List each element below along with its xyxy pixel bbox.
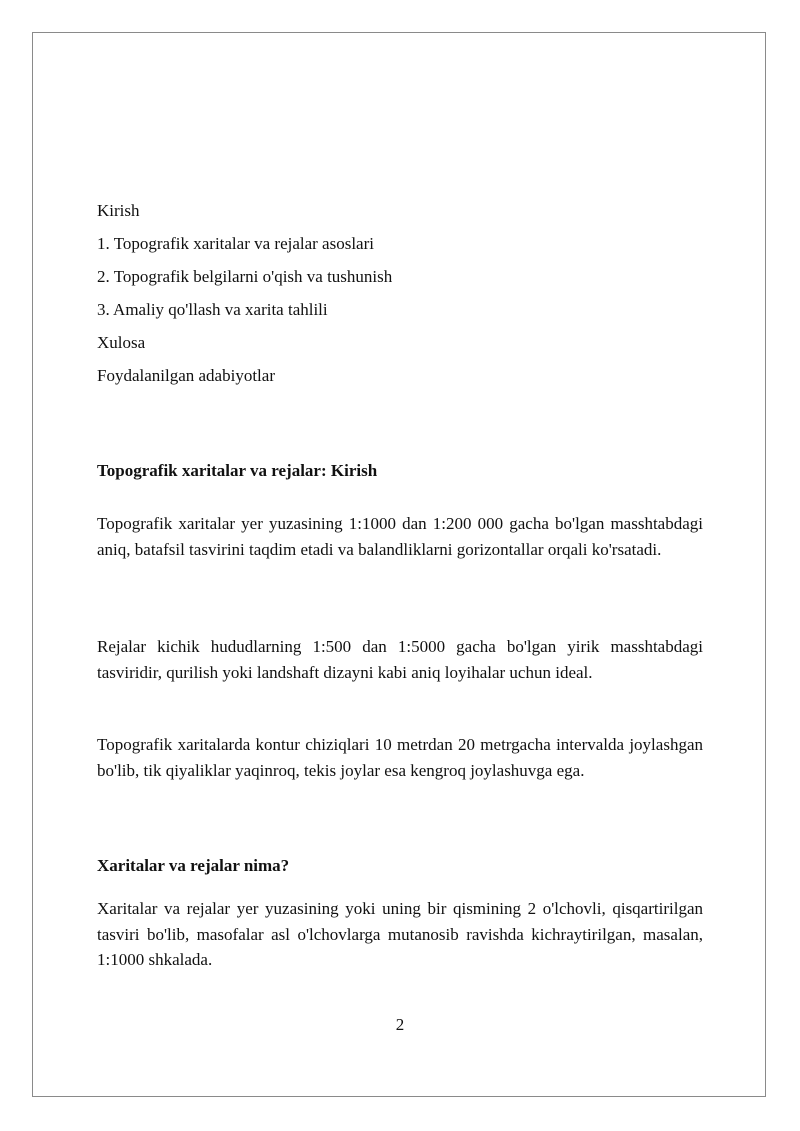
toc-item-intro: Kirish — [97, 201, 140, 220]
paragraph-plans: Rejalar kichik hududlarning 1:500 dan 1:5000 gacha bo'lgan yirik masshtabdagi tasviridir, qurilish yoki landshaft dizayni kabi aniq loyihalar uchun ideal. — [97, 637, 703, 682]
paragraph-topographic-maps: Topografik xaritalar yer yuzasining 1:1000 dan 1:200 000 gacha bo'lgan masshtabdagi aniq, batafsil tasvirini taqdim etadi va balandliklarni gorizontallar orqali ko'rsatadi. — [97, 514, 703, 559]
paragraph-maps-definition: Xaritalar va rejalar yer yuzasining yoki uning bir qismining 2 o'lchovli, qisqartirilgan tasviri bo'lib, masofalar asl o'lchovlarga mutanosib ravishda kichraytirilgan, masalan, 1:1000 shkalada. — [97, 899, 703, 969]
paragraph-wrap-1 — [97, 511, 703, 562]
toc-item-chapter-3: 3. Amaliy qo'llash va xarita tahlili — [97, 300, 328, 319]
paragraph-wrap-3 — [97, 732, 703, 783]
section-heading: Xaritalar va rejalar nima? — [97, 856, 290, 875]
table-of-contents — [97, 200, 707, 398]
section-heading: Topografik xaritalar va rejalar: Kirish — [97, 461, 378, 480]
toc-item-conclusion: Xulosa — [97, 333, 146, 352]
toc-item-chapter-2: 2. Topografik belgilarni o'qish va tushunish — [97, 267, 393, 286]
toc-item-references: Foydalanilgan adabiyotlar — [97, 366, 275, 385]
paragraph-contour-lines: Topografik xaritalarda kontur chiziqlari 10 metrdan 20 metrgacha intervalda joylashgan bo'lib, tik qiyaliklar yaqinroq, tekis joylar esa kengroq joylashuvga ega. — [97, 735, 703, 780]
section-heading-what-wrap — [97, 855, 703, 877]
paragraph-wrap-2 — [97, 634, 703, 685]
toc-item-chapter-1: 1. Topografik xaritalar va rejalar asoslari — [97, 234, 374, 253]
paragraph-wrap-4 — [97, 896, 703, 973]
section-heading-intro-wrap — [97, 460, 703, 482]
page-number: 2 — [395, 1015, 405, 1034]
